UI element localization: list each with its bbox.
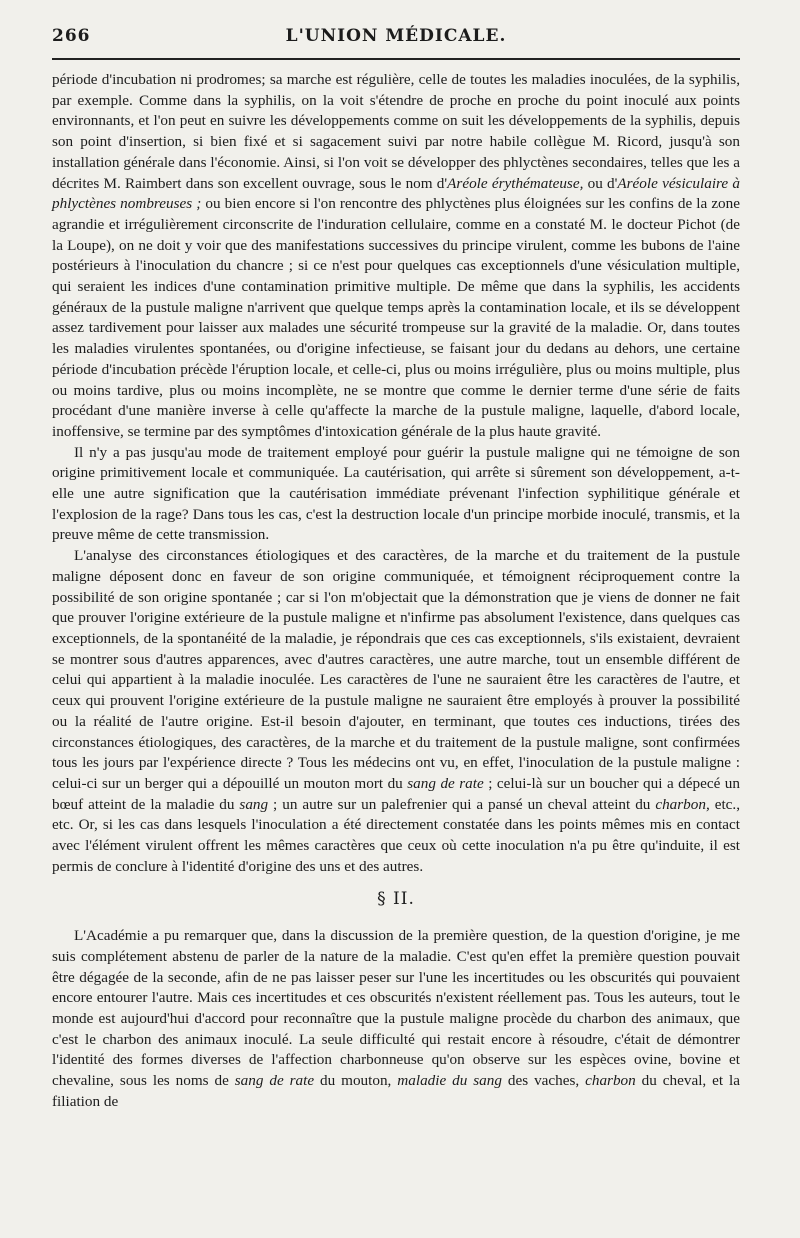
paragraph-p3: L'analyse des circonstances étiologiques et des caractères, de la marche et du traitement de la pustule maligne déposent donc en faveur de son origine communiquée, et témoignent réciproquement contre la possibilité de son origine spontanée ; car si l'on m'objectait que la démonstration que je viens de donner ne fait que prouver l'origine extérieure de la pustule maligne et n'infirme pas absolument l'existence, dans quelques cas exceptionnels, de la spontanéité de la maladie, je répondrais que ces cas exceptionnels, s'ils existaient, devraient se montrer sous d'autres apparences, avec d'autres caractères, une autre marche, tout un ensemble différent de celui qui appartient à la maladie inoculée. Les caractères de l'une ne sauraient être les caractères de l'autre, et ceux qui prouvent l'origine extérieure de la pustule maligne ne sauraient être employés à prouver la possibilité ou la réalité de l'autre origine. Est-il besoin d'ajouter, en terminant, que toutes ces inductions, tirées des circonstances étiologiques, des caractères, de la marche et du traitement de la pustule maligne, sont confirmées tous les jours par l'expérience directe ? Tous les médecins ont vu, en effet, l'inoculation de la pustule maligne : celui-ci sur un berger qui a dépouillé un mouton mort du sang de rate ; celui-là sur un boucher qui a dépecé un bœuf atteint de la maladie du sang ; un autre sur un palefrenier qui a pansé un cheval atteint du charbon, etc., etc. Or, si les cas dans lesquels l'inoculation a été directement constatée dans les points mêmes mis en contact avec l'élément virulent offrent les mêmes caractères que ceux où cette inoculation n'a pu être qu'induite, il est permis de conclure à l'identité d'origine des uns et des autres. <box>52 547 741 875</box>
running-header <box>52 22 740 50</box>
paragraphs-part-1 <box>52 70 740 877</box>
section-heading: § II. <box>377 889 415 910</box>
document-page <box>52 22 740 1222</box>
header-rule <box>52 58 740 60</box>
paragraph-p4: L'Académie a pu remarquer que, dans la discussion de la première question, de la question d'origine, je me suis complétement abstenu de parler de la nature de la maladie. C'est qu'en effet la première question pouvait être dégagée de la seconde, afin de ne pas laisser peser sur l'une les incertitudes ou les obscurités qui pouvaient encore entourer l'autre. Mais ces incertitudes et ces obscurités n'existent réellement pas. Tous les auteurs, tout le monde est aujourd'hui d'accord pour reconnaître que la pustule maligne procède du charbon des animaux, que c'est le charbon des animaux inoculé. La seule difficulté qui restait encore à résoudre, c'était de démontrer l'identité des formes diverses de l'affection charbonneuse qu'on observe sur les espèces ovine, bovine et chevaline, sous les noms de sang de rate du mouton, maladie du sang des vaches, charbon du cheval, et la filiation de <box>52 927 740 1110</box>
page-number: 266 <box>52 26 91 46</box>
body-text <box>52 70 740 1112</box>
paragraph-p2: Il n'y a pas jusqu'au mode de traitement employé pour guérir la pustule maligne qui ne témoigne de son origine primitivement locale et communiquée. La cautérisation, qui arrête si sûrement son développement, a-t-elle une autre signification que la cautérisation immédiate prévenant l'infection syphilitique générale et l'explosion de la rage? Dans tous les cas, c'est la destruction locale d'un principe morbide inoculé, transmis, et la preuve même de cette transmission. <box>52 443 740 544</box>
journal-title: L'UNION MÉDICALE. <box>285 26 507 46</box>
paragraphs-part-2 <box>52 926 740 1112</box>
paragraph-p1: période d'incubation ni prodromes; sa marche est régulière, celle de toutes les maladies inoculées, de la syphilis, par exemple. Comme dans la syphilis, on la voit s'étendre de proche en proche du point inoculé aux points environnants, et l'on peut en suivre les développements comme on suit les développements de la syphilis, depuis son point d'insertion, si bien fixé et si sagacement suivi par notre habile collègue M. Ricord, jusqu'à son installation générale dans l'économie. Ainsi, si l'on voit se développer des phlyctènes secondaires, telles que les a décrites M. Raimbert dans son excellent ouvrage, sous le nom d'Aréole érythémateuse, ou d'Aréole vésiculaire à phlyctènes nombreuses ; ou bien encore si l'on rencontre des phlyctènes plus éloignées sur les confins de la zone agrandie et irrégulièrement circonscrite de l'induration cellulaire, comme en a constaté M. le docteur Pichot (de la Loupe), on ne doit y voir que des manifestations successives du principe virulent, comme les bubons de l'aine postérieurs à l'inoculation du chancre ; si ce n'est pour quelques cas exceptionnels d'une vésiculation multiple, qui seraient les indices d'une contamination primitive multiple. De même que dans la syphilis, les accidents généraux de la pustule maligne n'arrivent que quelque temps après la contamination locale, et ils se développent assez tardivement pour laisser aux malades une sécurité trompeuse sur la gravité de la maladie. Or, dans toutes les maladies virulentes spontanées, ou d'origine infectieuse, se faisant jour du dedans au dehors, une certaine période d'incubation précède l'éruption locale, et celle-ci, plus ou moins irrégulière, plus ou moins multiple, plus ou moins tardive, plus ou moins incomplète, ne se montre que comme le dernier terme d'une série de faits procédant d'une manière inverse à celle qu'affecte la marche de la pustule maligne, laquelle, d'abord locale, inoffensive, se termine par des symptômes d'intoxication générale de la plus haute gravité. <box>52 71 740 440</box>
